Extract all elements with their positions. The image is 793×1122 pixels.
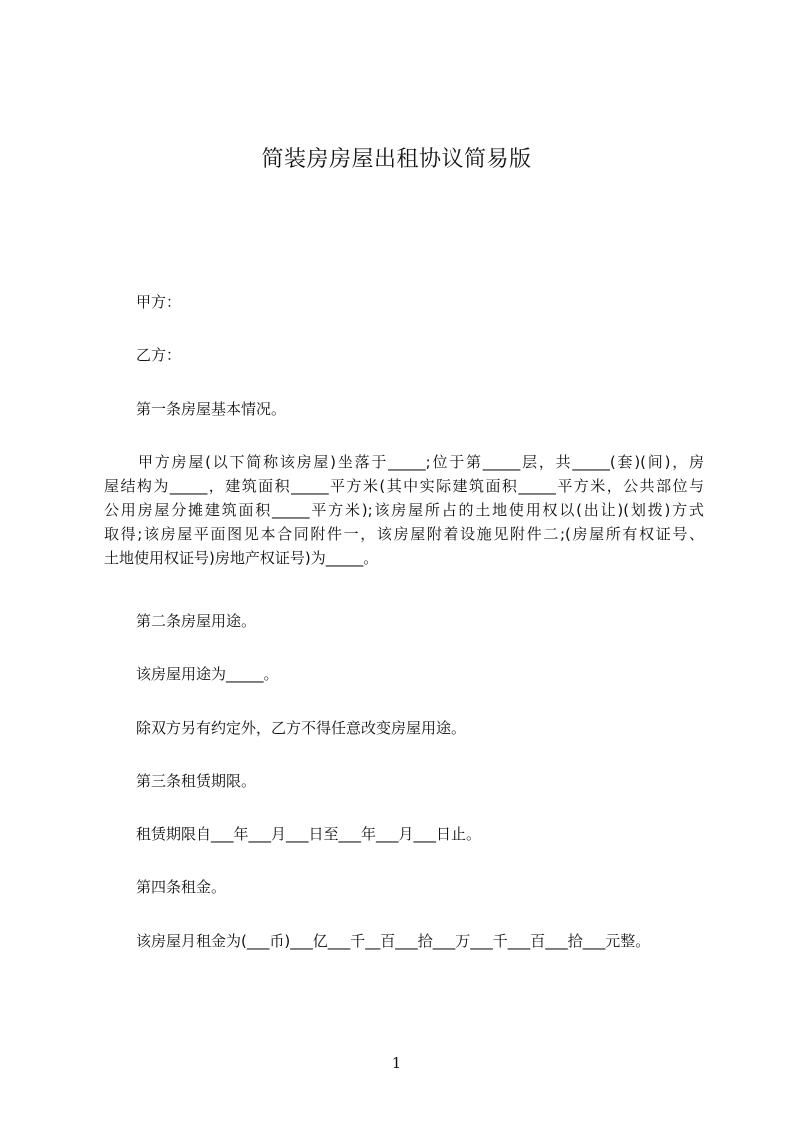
party-a-label: 甲方： xyxy=(136,293,182,311)
article-3-heading: 第三条租赁期限。 xyxy=(136,772,257,790)
article-2-restriction: 除双方另有约定外，乙方不得任意改变房屋用途。 xyxy=(136,719,467,737)
party-b-label: 乙方： xyxy=(136,346,182,364)
article-1-line: 屋结构为_____，建筑面积_____平方米(其中实际建筑面积_____平方米，公共部位与 xyxy=(104,477,704,495)
article-1-line: 甲方房屋(以下简称该房屋)坐落于_____;位于第_____层，共_____(套)(间)，房 xyxy=(138,453,704,471)
article-1-body xyxy=(104,450,704,570)
article-2-usage: 该房屋用途为_____。 xyxy=(136,665,279,683)
page-number: 1 xyxy=(391,1054,402,1072)
article-4-heading: 第四条租金。 xyxy=(136,878,227,896)
article-1-line: 土地使用权证号)房地产权证号)为_____。 xyxy=(104,549,379,567)
article-4-rent: 该房屋月租金为(___币)___亿___千__百___拾___万___千___百___拾___元整。 xyxy=(136,932,651,950)
article-1-heading: 第一条房屋基本情况。 xyxy=(136,400,287,418)
document-title: 简装房房屋出租协议简易版 xyxy=(261,147,532,172)
article-1-line: 公用房屋分摊建筑面积_____平方米);该房屋所占的土地使用权以(出让)(划拨)方式 xyxy=(104,501,704,519)
article-1-line: 取得;该房屋平面图见本合同附件一，该房屋附着设施见附件二;(房屋所有权证号、 xyxy=(104,525,704,543)
article-2-heading: 第二条房屋用途。 xyxy=(136,612,257,630)
article-3-term: 租赁期限自___年___月___日至___年___月___日止。 xyxy=(136,825,482,843)
